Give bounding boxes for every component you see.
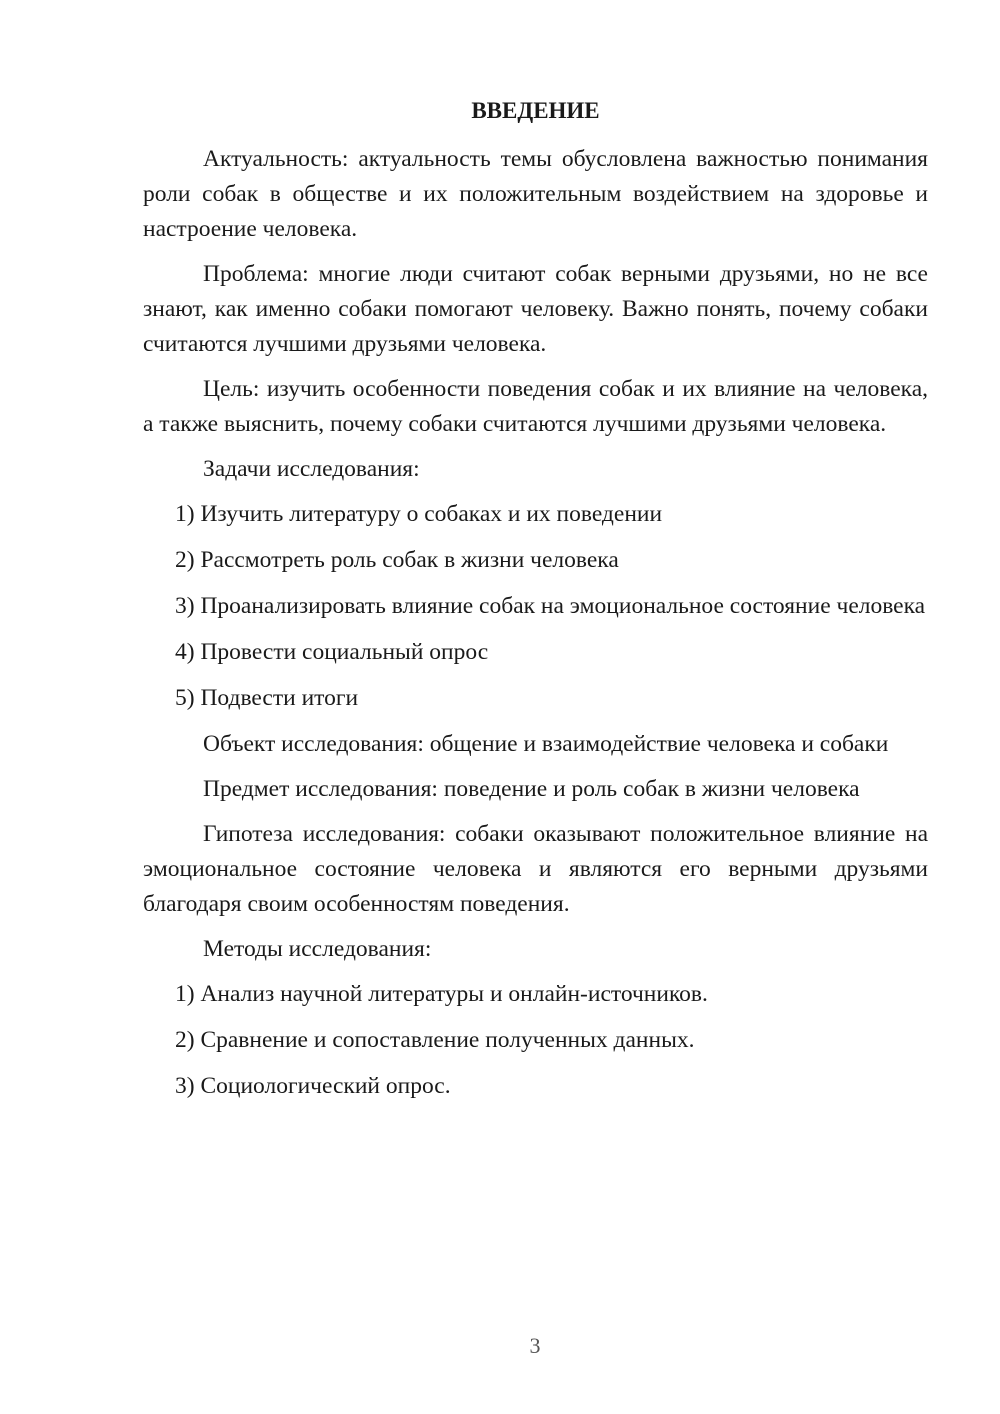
methods-heading: Методы исследования:	[203, 936, 432, 962]
task-item: 5) Подвести итоги	[175, 685, 359, 711]
method-item: 1) Анализ научной литературы и онлайн-источников.	[175, 981, 708, 1007]
task-item: 4) Провести социальный опрос	[175, 639, 489, 665]
tasks-heading: Задачи исследования:	[203, 456, 420, 482]
goal-paragraph: Цель: изучить особенности поведения собак и их влияние на человека, а также выяснить, почему собаки считаются лучшими друзьями человека.	[143, 376, 928, 437]
problem-paragraph: Проблема: многие люди считают собак верными друзьями, но не все знают, как именно собаки помогают человеку. Важно понять, почему собаки считаются лучшими друзьями человека.	[143, 261, 928, 357]
task-item: 1) Изучить литературу о собаках и их поведении	[175, 501, 663, 527]
hypothesis-paragraph: Гипотеза исследования: собаки оказывают положительное влияние на эмоциональное состояние человека и являются его верными друзьями благодаря своим особенностям поведения.	[143, 821, 928, 917]
document-body	[143, 94, 928, 1115]
page-title: ВВЕДЕНИЕ	[471, 98, 600, 123]
method-item: 3) Социологический опрос.	[175, 1073, 451, 1099]
task-item: 3) Проанализировать влияние собак на эмоциональное состояние человека	[175, 593, 926, 619]
task-item: 2) Рассмотреть роль собак в жизни человека	[175, 547, 619, 573]
relevance-paragraph: Актуальность: актуальность темы обусловлена важностью понимания роли собак в обществе и их положительным воздействием на здоровье и настроение человека.	[143, 146, 928, 242]
object-paragraph: Объект исследования: общение и взаимодействие человека и собаки	[203, 731, 889, 757]
subject-paragraph: Предмет исследования: поведение и роль собак в жизни человека	[203, 776, 860, 802]
method-item: 2) Сравнение и сопоставление полученных данных.	[175, 1027, 695, 1053]
page-number: 3	[529, 1333, 541, 1358]
